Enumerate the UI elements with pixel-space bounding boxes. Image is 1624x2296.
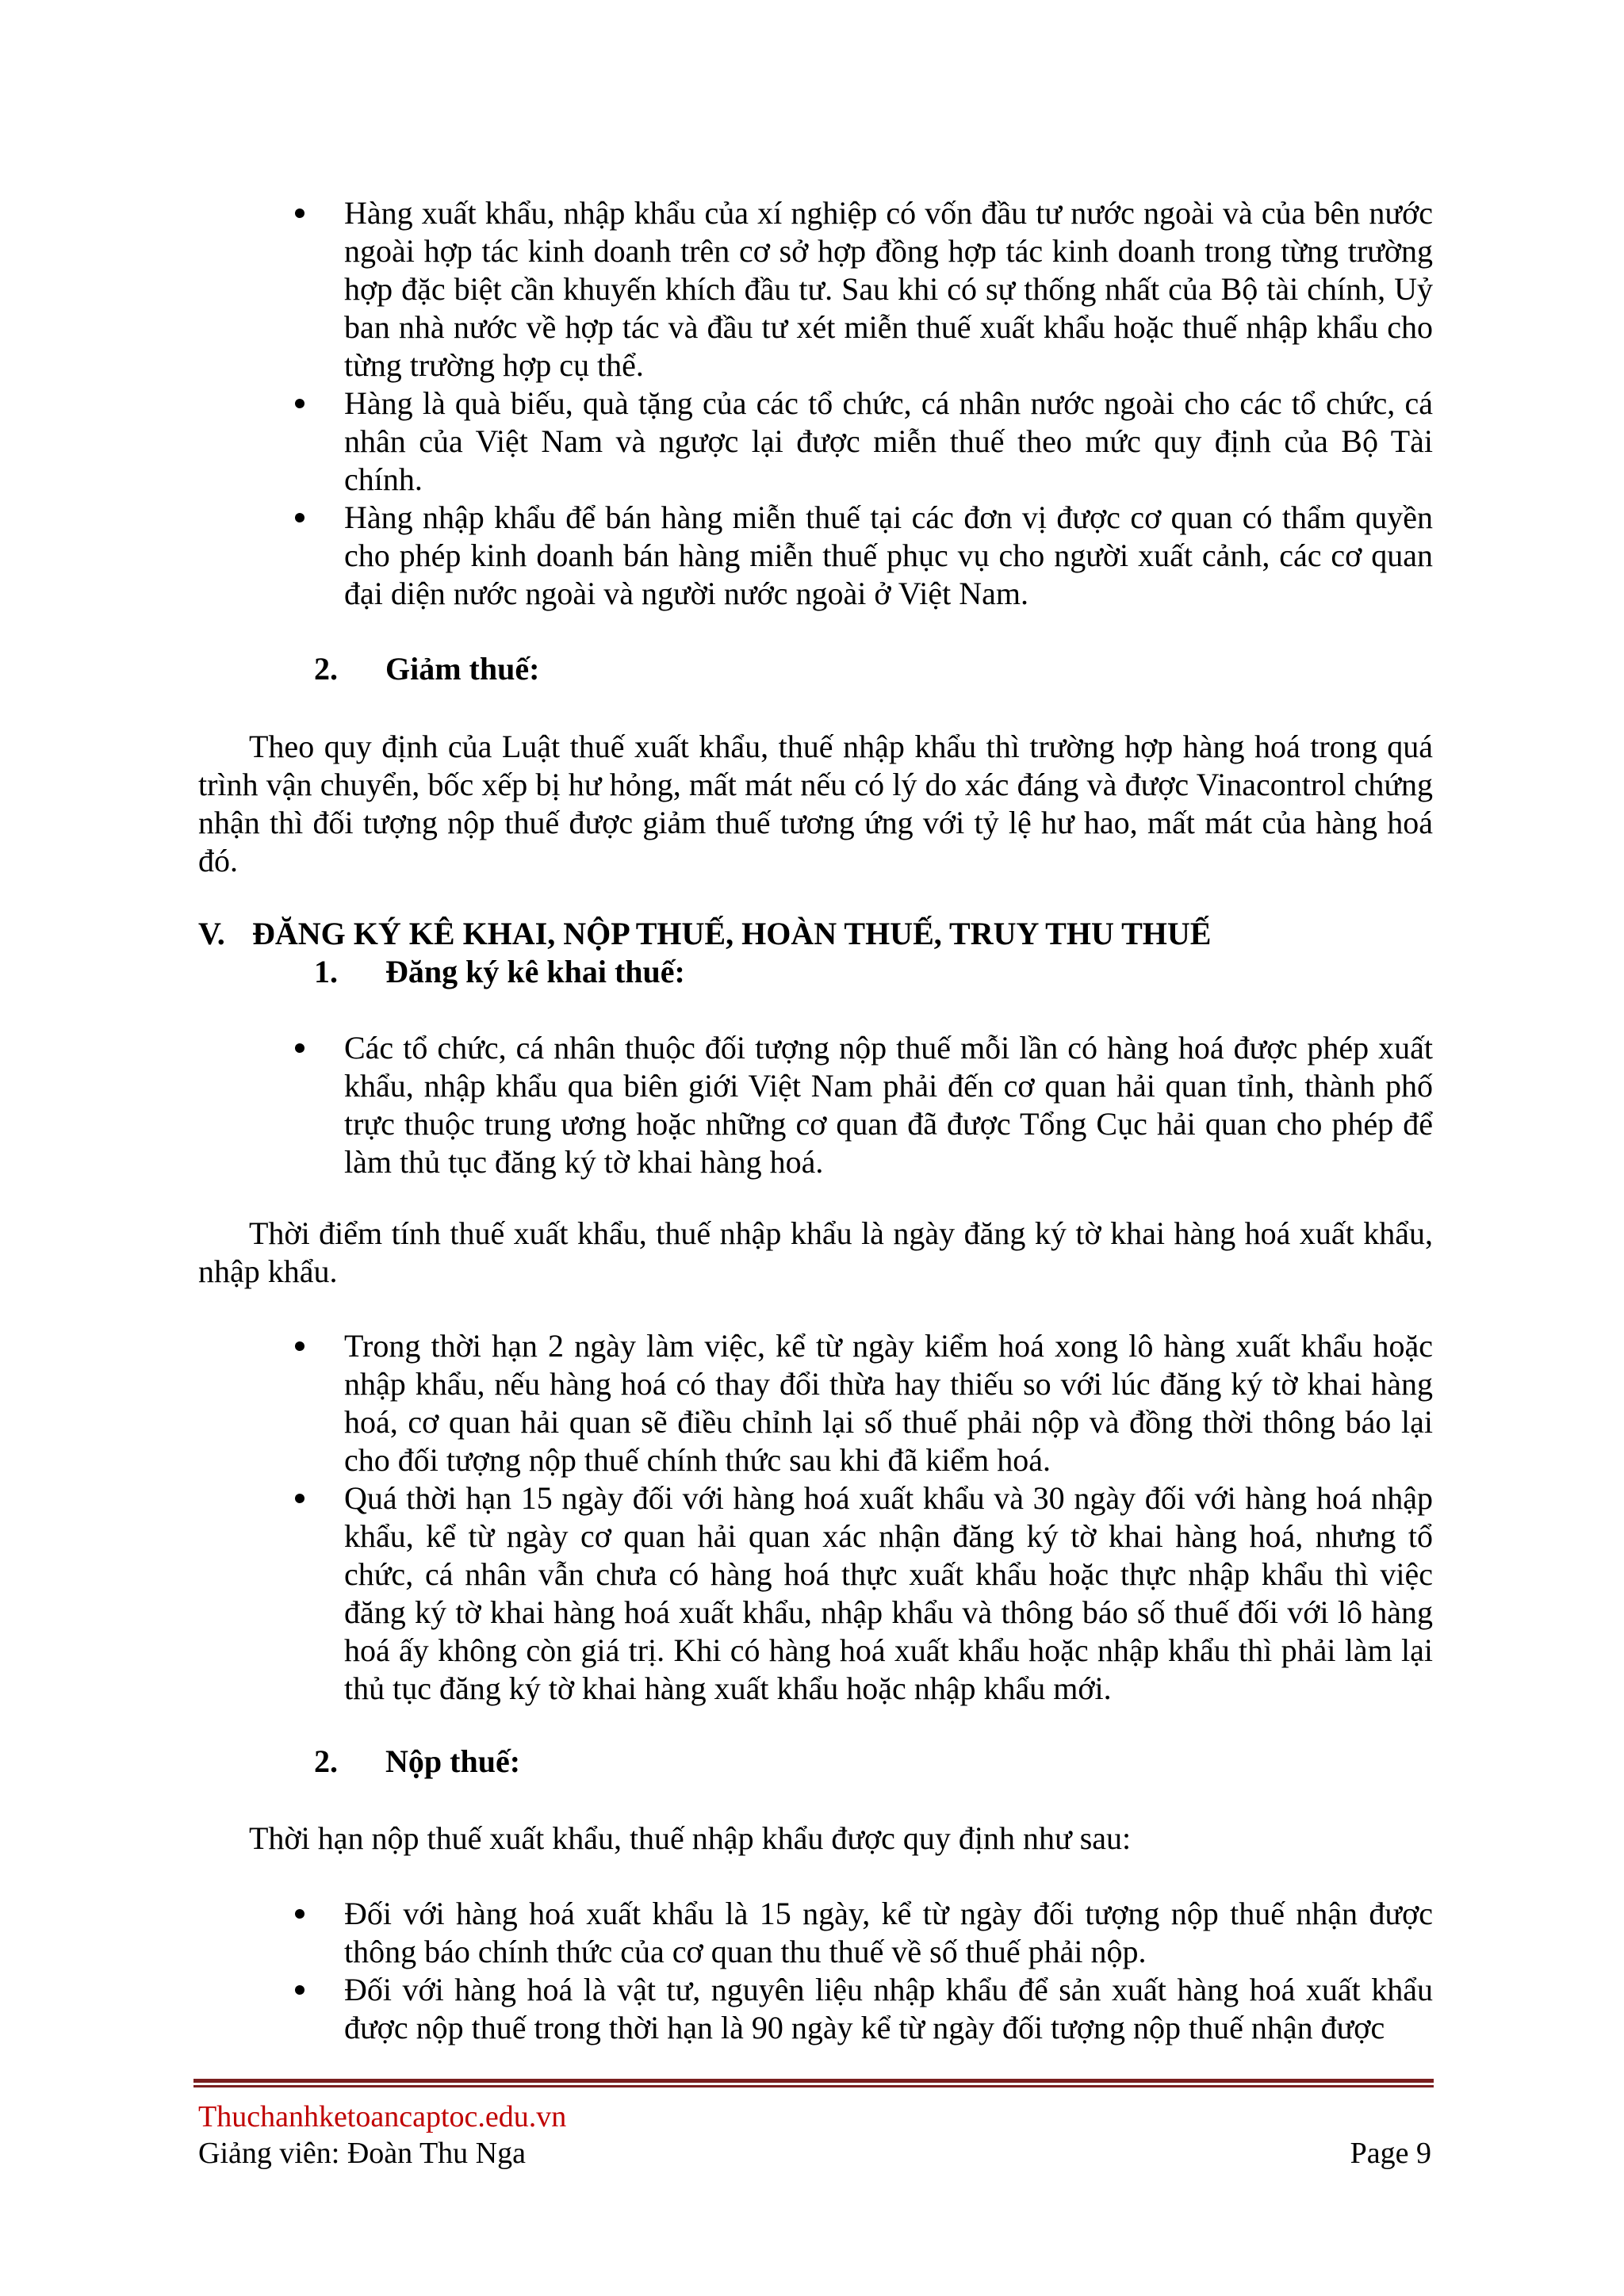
paragraph-giam-thue: Theo quy định của Luật thuế xuất khẩu, thuế nhập khẩu thì trường hợp hàng hoá trong quá trình vận chuyển, bốc xếp bị hư hỏng, mất mát nếu có lý do xác đáng và được Vinacontrol chứng nhận thì đối tượng nộp thuế được giảm thuế tương ứng với tỷ lệ hư hao, mất mát của hàng hoá đó. — [198, 729, 1433, 878]
paragraph-thoi-diem: Thời điểm tính thuế xuất khẩu, thuế nhập khẩu là ngày đăng ký tờ khai hàng hoá xuất khẩu, nhập khẩu. — [198, 1215, 1433, 1289]
bullet-icon — [295, 399, 304, 408]
list-item — [0, 1029, 1433, 1181]
footer-website-link[interactable]: Thuchanhketoancaptoc.edu.vn — [198, 2100, 567, 2133]
list-item-text: Hàng là quà biếu, quà tặng của các tổ chức, cá nhân nước ngoài cho các tổ chức, cá nhân của Việt Nam và ngược lại được miễn thuế theo mức quy định của Bộ Tài chính. — [344, 385, 1433, 497]
bullet-icon — [295, 1043, 304, 1053]
list-item — [0, 1479, 1433, 1708]
list-item-text: Quá thời hạn 15 ngày đối với hàng hoá xuất khẩu và 30 ngày đối với hàng hoá nhập khẩu, kể từ ngày cơ quan hải quan xác nhận đăng ký tờ khai hàng hoá, nhưng tổ chức, cá nhân vẫn chưa có hàng hoá thực xuất khẩu hoặc thực nhập khẩu thì việc đăng ký tờ khai hàng hoá xuất khẩu, nhập khẩu và thông báo số thuế đối với lô hàng hoá ấy không còn giá trị. Khi có hàng hoá xuất khẩu hoặc nhập khẩu thì phải làm lại thủ tục đăng ký tờ khai hàng xuất khẩu hoặc nhập khẩu mới. — [344, 1480, 1433, 1706]
list-item — [0, 1971, 1433, 2047]
heading-title: Đăng ký kê khai thuế: — [385, 954, 685, 989]
bullet-icon — [295, 209, 304, 218]
list-item-text: Đối với hàng hoá xuất khẩu là 15 ngày, kể từ ngày đối tượng nộp thuế nhận được thông báo chính thức của cơ quan thu thuế về số thuế phải nộp. — [344, 1896, 1433, 1969]
list-item — [0, 385, 1433, 499]
bullet-icon — [295, 1985, 304, 1995]
footer-page-number: Page 9 — [1350, 2137, 1431, 2170]
list-item-text: Trong thời hạn 2 ngày làm việc, kể từ ngày kiểm hoá xong lô hàng xuất khẩu hoặc nhập khẩu, nếu hàng hoá có thay đổi thừa hay thiếu so với lúc đăng ký tờ khai hàng hoá, cơ quan hải quan sẽ điều chỉnh lại số thuế phải nộp và đồng thời thông báo lại cho đối tượng nộp thuế chính thức sau khi đã kiểm hoá. — [344, 1328, 1433, 1478]
heading-number: 2. — [314, 651, 338, 687]
subsection-heading-dang-ky — [314, 953, 685, 991]
heading-number: 1. — [314, 954, 338, 989]
list-item-text: Các tổ chức, cá nhân thuộc đối tượng nộp thuế mỗi lần có hàng hoá được phép xuất khẩu, nhập khẩu qua biên giới Việt Nam phải đến cơ quan hải quan tỉnh, thành phố trực thuộc trung ương hoặc những cơ quan đã được Tổng Cục hải quan cho phép để làm thủ tục đăng ký tờ khai hàng hoá. — [344, 1030, 1433, 1180]
footer-divider-thin — [193, 2085, 1434, 2087]
bullet-icon — [295, 513, 304, 522]
subsection-heading-giam-thue — [314, 650, 539, 688]
footer-divider-thick — [193, 2079, 1434, 2083]
list-item — [0, 1895, 1433, 1971]
heading-number: 2. — [314, 1743, 338, 1779]
footer-lecturer: Giảng viên: Đoàn Thu Nga — [198, 2137, 526, 2170]
heading-title: Giảm thuế: — [385, 651, 540, 687]
list-item — [0, 499, 1433, 613]
list-item — [0, 1327, 1433, 1479]
section-heading-v — [198, 915, 1211, 953]
registration-bullet-list — [0, 1029, 1624, 1181]
list-item-text: Đối với hàng hoá là vật tư, nguyên liệu nhập khẩu để sản xuất hàng hoá xuất khẩu được nộp thuế trong thời hạn là 90 ngày kể từ ngày đối tượng nộp thuế nhận được — [344, 1972, 1433, 2045]
exemption-bullet-list — [0, 194, 1624, 613]
heading-number: V. — [198, 916, 225, 951]
list-item-text: Hàng xuất khẩu, nhập khẩu của xí nghiệp có vốn đầu tư nước ngoài và của bên nước ngoài hợp tác kinh doanh trên cơ sở hợp đồng hợp tác kinh doanh trong từng trường hợp đặc biệt cần khuyến khích đầu tư. Sau khi có sự thống nhất của Bộ tài chính, Uỷ ban nhà nước về hợp tác và đầu tư xét miễn thuế xuất khẩu hoặc thuế nhập khẩu cho từng trường hợp cụ thể. — [344, 195, 1433, 383]
deadline-bullet-list — [0, 1327, 1624, 1708]
heading-title: Nộp thuế: — [385, 1743, 521, 1779]
bullet-icon — [295, 1909, 304, 1919]
heading-title: ĐĂNG KÝ KÊ KHAI, NỘP THUẾ, HOÀN THUẾ, TRUY THU THUẾ — [252, 916, 1212, 951]
payment-bullet-list — [0, 1895, 1624, 2047]
list-item-text: Hàng nhập khẩu để bán hàng miễn thuế tại các đơn vị được cơ quan có thẩm quyền cho phép kinh doanh bán hàng miễn thuế phục vụ cho người xuất cảnh, các cơ quan đại diện nước ngoài và người nước ngoài ở Việt Nam. — [344, 499, 1433, 611]
paragraph-nop-thue: Thời hạn nộp thuế xuất khẩu, thuế nhập khẩu được quy định như sau: — [249, 1820, 1132, 1856]
bullet-icon — [295, 1494, 304, 1503]
subsection-heading-nop-thue — [314, 1743, 520, 1781]
bullet-icon — [295, 1341, 304, 1351]
footer-divider — [193, 2079, 1434, 2090]
list-item — [0, 194, 1433, 385]
